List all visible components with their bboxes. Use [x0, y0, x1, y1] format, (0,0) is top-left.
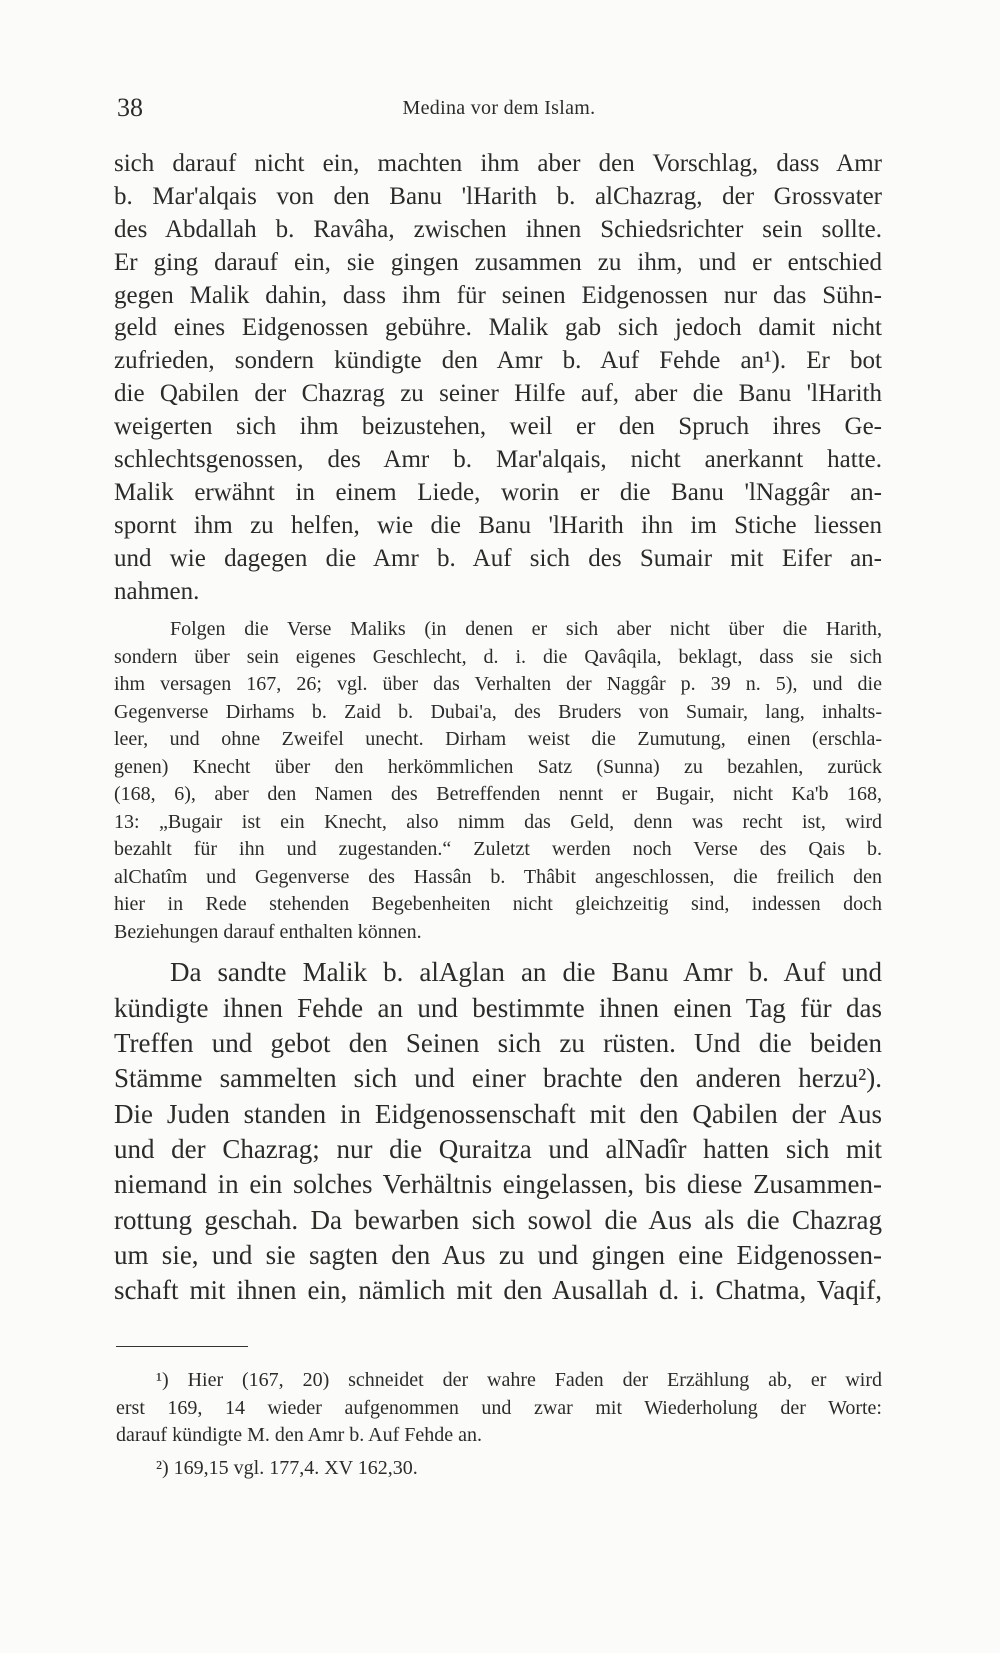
text-line: niemand in ein solches Verhältnis eingelassen, bis diese Zusammen-: [114, 1169, 882, 1200]
note-line: leer, und ohne Zweifel unecht. Dirham weist die Zumutung, einen (erschla-: [114, 728, 882, 751]
footnotes: [116, 1367, 882, 1482]
text-line: nahmen.: [114, 577, 200, 605]
text-line: die Qabilen der Chazrag zu seiner Hilfe auf, aber die Banu 'lHarith: [114, 380, 882, 408]
footnote-rule: [116, 1346, 248, 1347]
note-line: Folgen die Verse Maliks (in denen er sich aber nicht über die Harith,: [170, 618, 882, 641]
note-line: sondern über sein eigenes Geschlecht, d. i. die Qavâqila, beklagt, dass sie sich: [114, 645, 882, 668]
note-line: (168, 6), aber den Namen des Betreffenden nennt er Bugair, nicht Ka'b 168,: [114, 783, 882, 806]
page-number: 38: [117, 93, 143, 122]
note-line: Gegenverse Dirhams b. Zaid b. Dubai'a, des Bruders von Sumair, lang, inhalts-: [114, 700, 882, 723]
text-line: Stämme sammelten sich und einer brachte den anderen herzu²).: [114, 1063, 882, 1094]
text-line: Er ging darauf ein, sie gingen zusammen zu ihm, und er entschied: [114, 248, 882, 276]
text-line: zufrieden, sondern kündigte den Amr b. Auf Fehde an¹). Er bot: [114, 347, 882, 375]
running-title: Medina vor dem Islam.: [402, 97, 596, 119]
note-line: ihm versagen 167, 26; vgl. über das Verhalten der Naggâr p. 39 n. 5), und die: [114, 673, 882, 696]
paragraph-1: [114, 148, 882, 608]
footnote-1-line: ¹) Hier (167, 20) schneidet der wahre Faden der Erzählung ab, er wird: [156, 1369, 882, 1391]
note-line: alChatîm und Gegenverse des Hassân b. Thâbit angeschlossen, die freilich den: [114, 865, 882, 888]
text-line: um sie, und sie sagten den Aus zu und gingen eine Eidgenossen-: [114, 1239, 882, 1270]
text-line: des Abdallah b. Ravâha, zwischen ihnen Schiedsrichter sein sollte.: [114, 215, 882, 243]
text-line: gegen Malik dahin, dass ihm für seinen Eidgenossen nur das Sühn-: [114, 281, 882, 309]
note-line: bezahlt für ihn und zugestanden.“ Zuletzt werden noch Verse des Qais b.: [114, 838, 882, 861]
text-line: Die Juden standen in Eidgenossenschaft mit den Qabilen der Aus: [114, 1098, 882, 1129]
text-line: schlechtsgenossen, des Amr b. Mar'alqais, nicht anerkannt hatte.: [114, 446, 882, 474]
note-line: 13: „Bugair ist ein Knecht, also nimm das Geld, denn was recht ist, wird: [114, 810, 882, 833]
text-line: weigerten sich ihm beizustehen, weil er den Spruch ihres Ge-: [114, 413, 882, 441]
text-line: schaft mit ihnen ein, nämlich mit den Ausallah d. i. Chatma, Vaqif,: [114, 1275, 882, 1306]
footnote-1-line: darauf kündigte M. den Amr b. Auf Fehde an.: [116, 1424, 483, 1446]
text-line: rottung geschah. Da bewarben sich sowol die Aus als die Chazrag: [114, 1204, 882, 1235]
small-print-note: [114, 616, 882, 946]
page-header: [117, 88, 881, 128]
footnote-2: ²) 169,15 vgl. 177,4. XV 162,30.: [156, 1456, 418, 1479]
note-line: Beziehungen darauf enthalten können.: [114, 920, 422, 943]
text-line: kündigte ihnen Fehde an und bestimmte ihnen einen Tag für das: [114, 992, 882, 1023]
paragraph-2: [114, 955, 882, 1308]
text-line: Malik erwähnt in einem Liede, worin er die Banu 'lNaggâr an-: [114, 478, 882, 506]
text-line: Treffen und gebot den Seinen sich zu rüsten. Und die beiden: [114, 1028, 882, 1059]
text-line: spornt ihm zu helfen, wie die Banu 'lHarith ihn im Stiche liessen: [114, 511, 882, 539]
note-line: hier in Rede stehenden Begebenheiten nicht gleichzeitig sind, indessen doch: [114, 893, 882, 916]
text-line: und wie dagegen die Amr b. Auf sich des Sumair mit Eifer an-: [114, 544, 882, 572]
text-line: und der Chazrag; nur die Quraitza und alNadîr hatten sich mit: [114, 1133, 882, 1164]
body-text: [114, 148, 882, 1308]
note-line: genen) Knecht über den herkömmlichen Satz (Sunna) zu bezahlen, zurück: [114, 755, 882, 778]
text-line: geld eines Eidgenossen gebühre. Malik gab sich jedoch damit nicht: [114, 314, 882, 342]
text-line: Da sandte Malik b. alAglan an die Banu Amr b. Auf und: [170, 957, 882, 988]
text-line: b. Mar'alqais von den Banu 'lHarith b. alChazrag, der Grossvater: [114, 182, 882, 210]
footnote-1-line: erst 169, 14 wieder aufgenommen und zwar mit Wiederholung der Worte:: [116, 1396, 882, 1419]
text-line: sich darauf nicht ein, machten ihm aber den Vorschlag, dass Amr: [114, 150, 882, 177]
